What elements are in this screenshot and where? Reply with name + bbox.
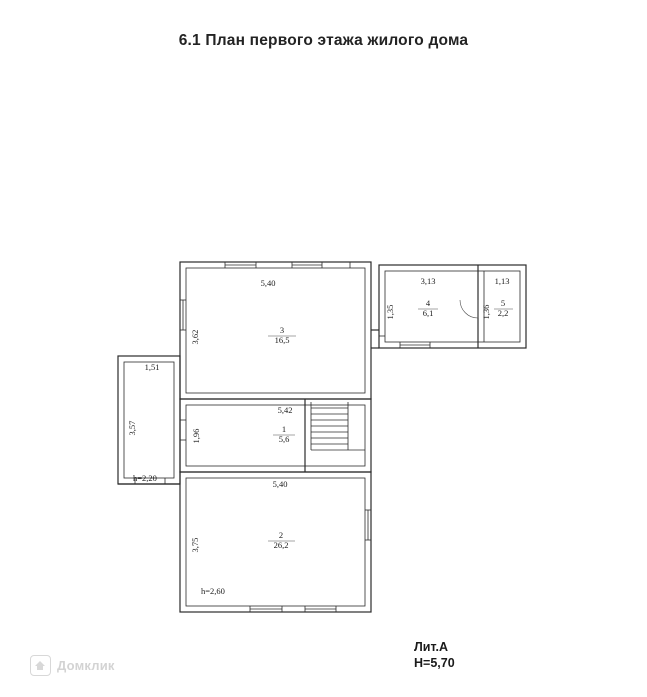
- dim-porch-left: 3,57: [127, 420, 137, 436]
- room-1-area: 5,6: [278, 434, 290, 444]
- room-2-number: 2: [278, 530, 284, 540]
- room-1-number: 1: [281, 424, 287, 434]
- room-5-number: 5: [500, 298, 506, 308]
- dim-mid-room-left: 1,96: [191, 428, 201, 444]
- dim-bottom-room-top: 5,40: [272, 479, 288, 489]
- room-5-area: 2,2: [497, 308, 509, 318]
- room-4-number: 4: [425, 298, 431, 308]
- height-note: H=5,70: [414, 656, 455, 670]
- dim-right-side-left: 1,35: [385, 304, 395, 320]
- dim-porch-height: h=2,20: [133, 473, 157, 483]
- room-2-area: 26,2: [273, 540, 289, 550]
- litera-label: Лит.А: [414, 640, 448, 654]
- dim-left-main: 3,62: [190, 329, 200, 345]
- dim-right-small-top: 1,13: [494, 276, 510, 286]
- page-title: 6.1 План первого этажа жилого дома: [178, 32, 469, 49]
- dim-right-block-top: 3,13: [420, 276, 436, 286]
- dim-mid-room-top: 5,42: [277, 405, 293, 415]
- watermark: [30, 655, 115, 676]
- house-icon: [30, 655, 51, 676]
- dim-top-main: 5,40: [260, 278, 276, 288]
- room-4-area: 6,1: [422, 308, 434, 318]
- dim-bottom-room-left: 3,75: [190, 537, 200, 553]
- room-3-area: 16,5: [274, 335, 290, 345]
- watermark-label: Домклик: [57, 658, 115, 673]
- room-3-number: 3: [279, 325, 285, 335]
- dim-bottom-height: h=2,60: [201, 586, 225, 596]
- dim-right-side-small: 1,36: [481, 304, 491, 320]
- dim-porch-top: 1,51: [144, 362, 160, 372]
- litera-block: [414, 639, 455, 671]
